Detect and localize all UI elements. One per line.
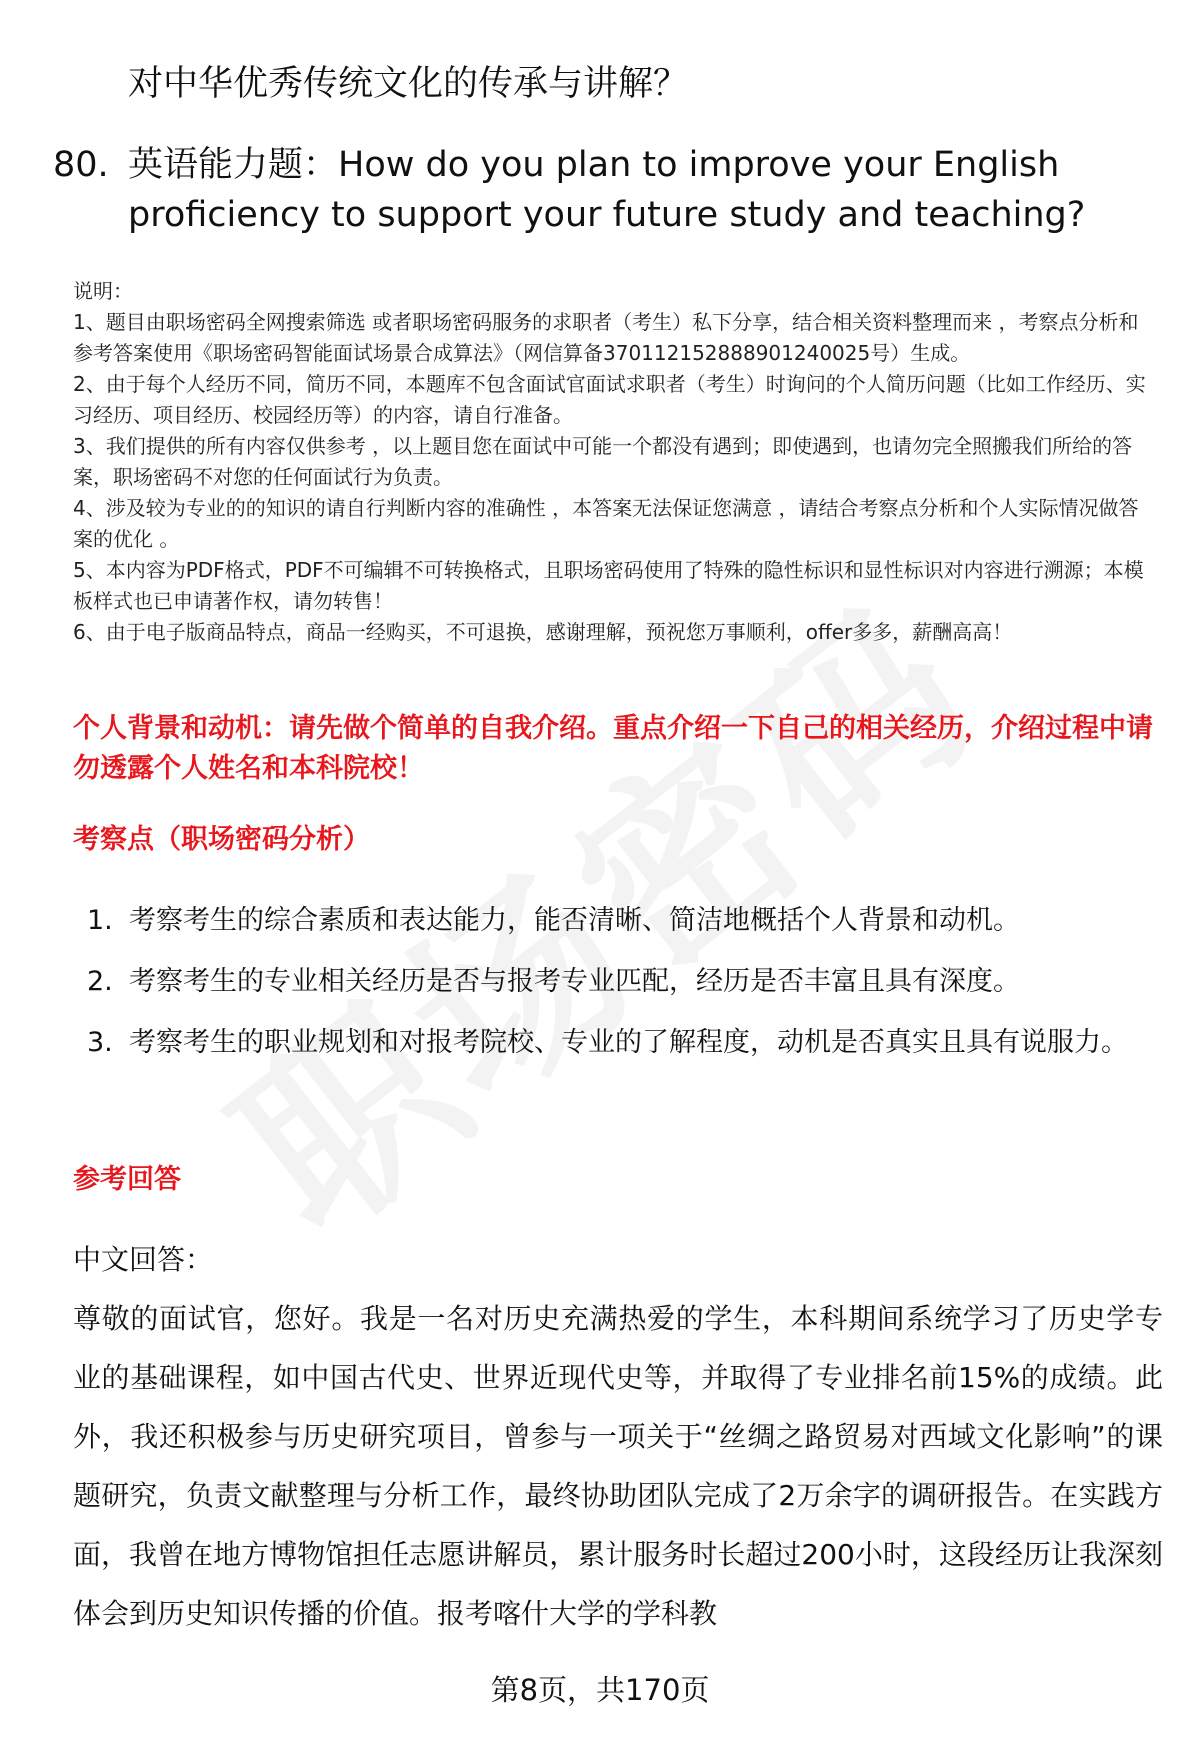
notes-item: 6、由于电子版商品特点，商品一经购买，不可退换，感谢理解，预祝您万事顺利，offer多多，薪酬高高！ xyxy=(73,620,1013,644)
analysis-point xyxy=(73,1012,1163,1073)
answer-language-label: 中文回答： xyxy=(73,1243,214,1276)
point-text: 考察考生的专业相关经历是否与报考专业匹配，经历是否丰富且具有深度。 xyxy=(129,966,1020,997)
answer-body: 尊敬的面试官，您好。我是一名对历史充满热爱的学生，本科期间系统学习了历史学专业的基础课程，如中国古代史、世界近现代史等，并取得了专业排名前15%的成绩。此外，我还积极参与历史研究项目，曾参与一项关于“丝绸之路贸易对西域文化影响”的课题研究，负责文献整理与分析工作，最终协助团队完成了2万余字的调研报告。在实践方面，我曾在地方博物馆担任志愿讲解员，累计服务时长超过200小时，这段经历让我深刻体会到历史知识传播的价值。报考喀什大学的学科教 xyxy=(73,1302,1163,1630)
notes-heading: 说明： xyxy=(73,279,133,303)
intro-question: 个人背景和动机：请先做个简单的自我介绍。重点介绍一下自己的相关经历，介绍过程中请勿透露个人姓名和本科院校！ xyxy=(73,713,1153,784)
previous-question-tail: 对中华优秀传统文化的传承与讲解？ xyxy=(128,64,689,104)
notes-item: 5、本内容为PDF格式，PDF不可编辑不可转换格式，且职场密码使用了特殊的隐性标识和显性标识对内容进行溯源；本模板样式也已申请著作权，请勿转售！ xyxy=(73,558,1144,613)
notes-item: 3、我们提供的所有内容仅供参考 ，以上题目您在面试中可能一个都没有遇到；即使遇到，也请勿完全照搬我们所给的答案，职场密码不对您的任何面试行为负责。 xyxy=(73,434,1133,489)
point-text: 考察考生的职业规划和对报考院校、专业的了解程度，动机是否真实且具有说服力。 xyxy=(129,1027,1128,1058)
question-text: 英语能力题：How do you plan to improve your English proficiency to support your future study and teaching? xyxy=(128,145,1086,235)
point-number: 1. xyxy=(87,905,113,936)
reference-title: 参考回答 xyxy=(73,1164,181,1195)
point-number: 2. xyxy=(87,966,113,997)
notes-item: 2、由于每个人经历不同，简历不同，本题库不包含面试官面试求职者（考生）时询问的个人简历问题（比如工作经历、实习经历、项目经历、校园经历等）的内容，请自行准备。 xyxy=(73,372,1146,427)
analysis-points xyxy=(73,890,1163,1073)
analysis-point xyxy=(73,951,1163,1012)
point-number: 3. xyxy=(87,1027,113,1058)
point-text: 考察考生的综合素质和表达能力，能否清晰、简洁地概括个人背景和动机。 xyxy=(129,905,1020,936)
notes-section xyxy=(73,276,1158,648)
question-number: 80. xyxy=(53,145,109,185)
analysis-point xyxy=(73,890,1163,951)
notes-item: 4、涉及较为专业的的知识的请自行判断内容的准确性 ，本答案无法保证您满意 ，请结合考察点分析和个人实际情况做答案的优化 。 xyxy=(73,496,1139,551)
notes-item: 1、题目由职场密码全网搜索筛选 或者职场密码服务的求职者（考生）私下分享，结合相关资料整理而来 ，考察点分析和参考答案使用《职场密码智能面试场景合成算法》（网信算备370112152888901240025号）生成。 xyxy=(73,310,1139,365)
page-footer: 第8页，共170页 xyxy=(490,1673,710,1707)
analysis-title: 考察点（职场密码分析） xyxy=(73,824,370,855)
reference-answer xyxy=(73,1230,1163,1643)
